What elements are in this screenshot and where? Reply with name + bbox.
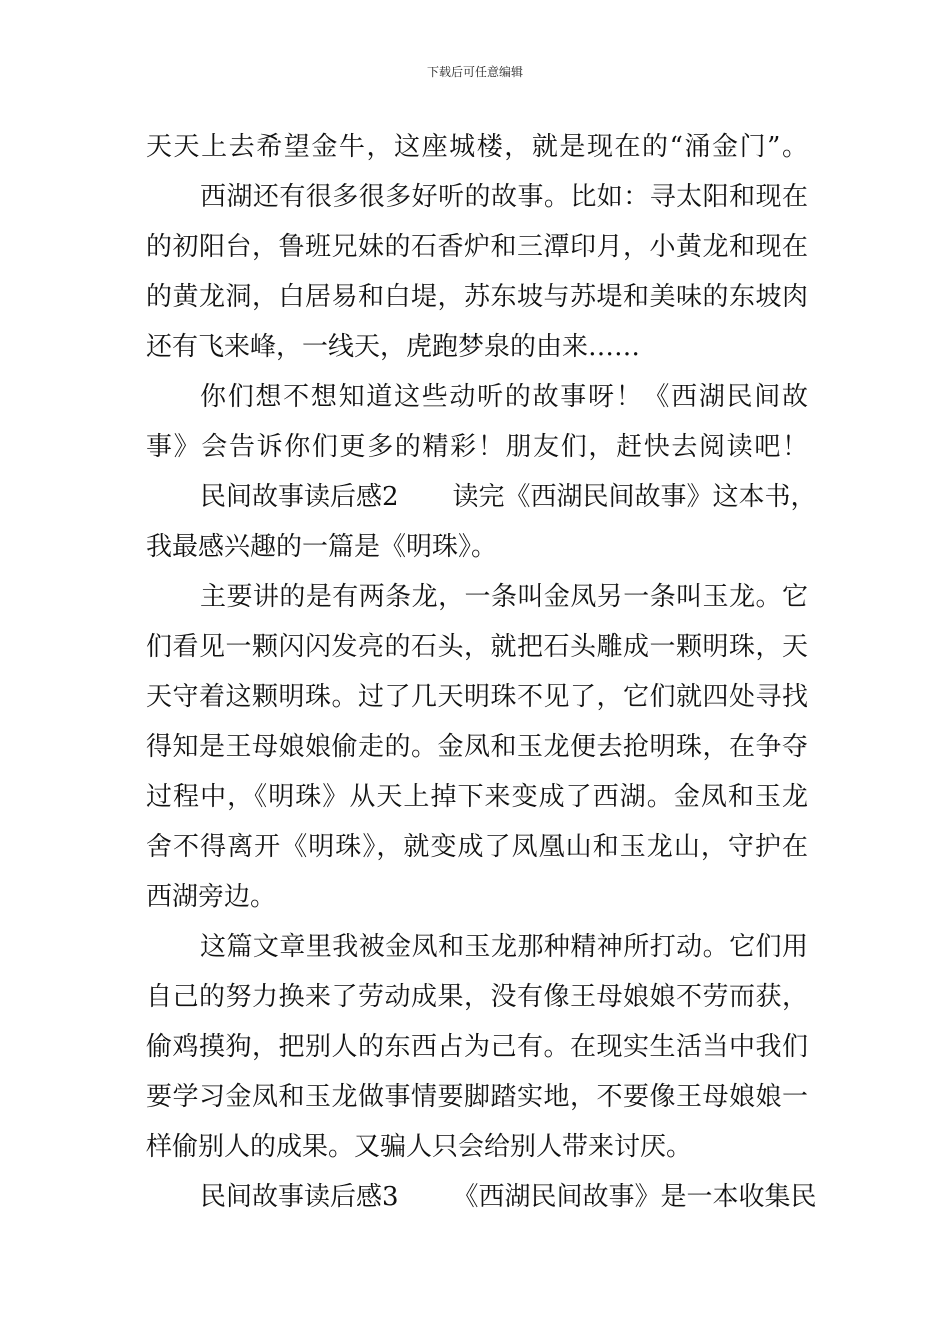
text-line: 自己的努力换来了劳动成果，没有像王母娘娘不劳而获，: [146, 982, 808, 1012]
section-heading: 民间故事读后感2: [200, 482, 399, 512]
paragraph-start-line: 西湖还有很多很多好听的故事。比如：寻太阳和现在: [200, 182, 808, 212]
paragraph-start-line: 这篇文章里我被金凤和玉龙那种精神所打动。它们用: [200, 932, 808, 962]
section-heading: 民间故事读后感3: [200, 1182, 399, 1212]
section-heading-line: [146, 1172, 817, 1222]
document-body: [146, 122, 817, 1222]
text-line: 过程中，《明珠》从天上掉下来变成了西湖。金凤和玉龙: [146, 782, 808, 812]
text-line: 还有飞来峰，一线天，虎跑梦泉的由来……: [146, 332, 641, 362]
text-line: 样偷别人的成果。又骗人只会给别人带来讨厌。: [146, 1132, 693, 1162]
section-heading-line: [146, 472, 817, 522]
text-line: 天守着这颗明珠。过了几天明珠不见了，它们就四处寻找: [146, 682, 808, 712]
section-lead-text: 读完《西湖民间故事》这本书，: [452, 482, 817, 512]
text-line: 偷鸡摸狗，把别人的东西占为己有。在现实生活当中我们: [146, 1032, 808, 1062]
text-line: 舍不得离开《明珠》，就变成了凤凰山和玉龙山，守护在: [146, 832, 808, 862]
text-line: 要学习金凤和玉龙做事情要脚踏实地，不要像王母娘娘一: [146, 1082, 808, 1112]
text-line: 得知是王母娘娘偷走的。金凤和玉龙便去抢明珠，在争夺: [146, 732, 808, 762]
text-line: 事》会告诉你们更多的精彩！朋友们，赶快去阅读吧！: [146, 432, 808, 462]
text-line: 我最感兴趣的一篇是《明珠》。: [146, 532, 498, 562]
text-line: 天天上去希望金牛，这座城楼，就是现在的“涌金门”。: [146, 132, 808, 162]
section-lead-text: 《西湖民间故事》是一本收集民: [452, 1182, 817, 1212]
text-line: 的黄龙洞，白居易和白堤，苏东坡与苏堤和美味的东坡肉: [146, 282, 808, 312]
paragraph-start-line: 主要讲的是有两条龙，一条叫金凤另一条叫玉龙。它: [200, 582, 808, 612]
text-line: 的初阳台，鲁班兄妹的石香炉和三潭印月，小黄龙和现在: [146, 232, 808, 262]
page-header: 下载后可任意编辑: [426, 65, 523, 79]
paragraph-start-line: 你们想不想知道这些动听的故事呀！《西湖民间故: [200, 382, 808, 412]
text-line: 西湖旁边。: [146, 882, 277, 912]
text-line: 们看见一颗闪闪发亮的石头，就把石头雕成一颗明珠，天: [146, 632, 808, 662]
